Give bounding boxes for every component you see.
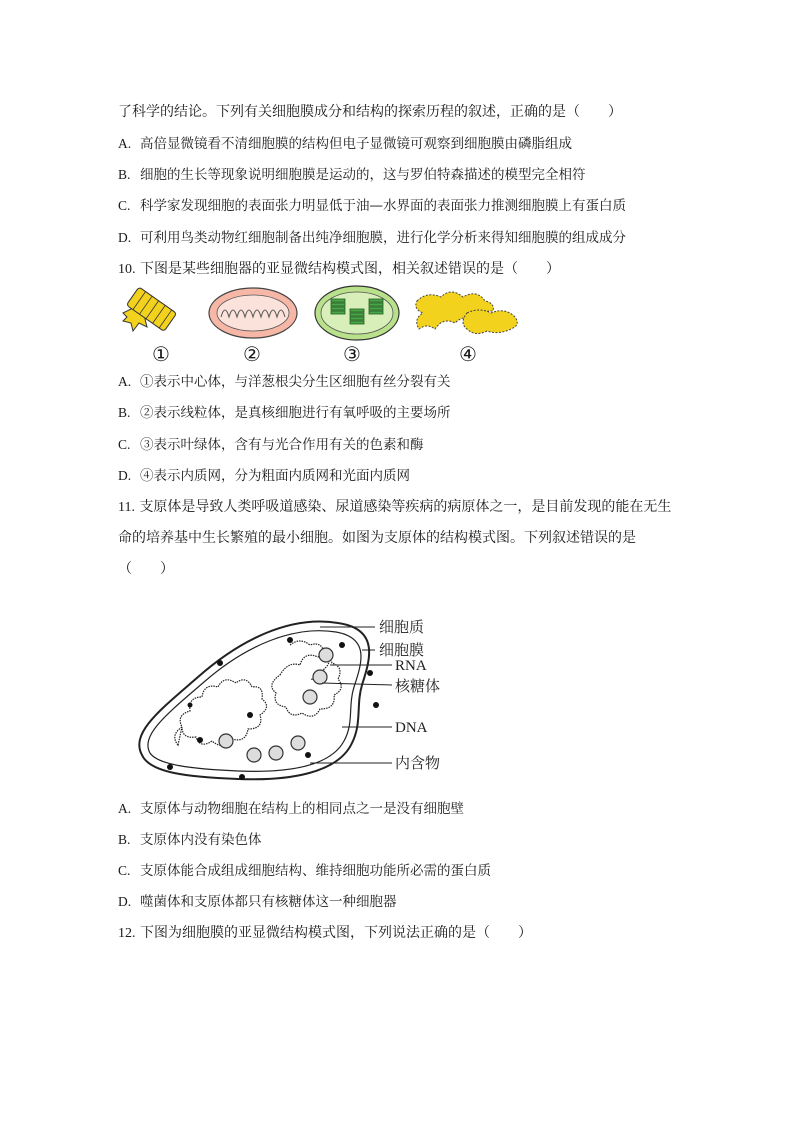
q9-option-b: B. 细胞的生长等现象说明细胞膜是运动的，这与罗伯特森描述的模型完全相符 bbox=[118, 167, 586, 183]
q11-option-a: A. 支原体与动物细胞在结构上的相同点之一是没有细胞壁 bbox=[118, 801, 464, 817]
q11-option-b: B. 支原体内没有染色体 bbox=[118, 832, 262, 848]
figure-label-1: ① bbox=[152, 342, 170, 366]
q9-option-a: A. 高倍显微镜看不清细胞膜的结构但电子显微镜可观察到细胞膜由磷脂组成 bbox=[118, 136, 572, 152]
q10-option-b: B. ②表示线粒体，是真核细胞进行有氧呼吸的主要场所 bbox=[118, 405, 451, 421]
q11-option-c: C. 支原体能合成组成细胞结构、维持细胞功能所必需的蛋白质 bbox=[118, 863, 491, 879]
q11-stem-line3: （ ） bbox=[118, 561, 174, 577]
mitochondrion-image bbox=[209, 288, 297, 338]
figure-label-4: ④ bbox=[459, 342, 477, 366]
centriole-image bbox=[123, 287, 177, 331]
figure-label-2: ② bbox=[243, 342, 261, 366]
chloroplast-image bbox=[315, 286, 399, 340]
q10-stem: 10. 下图是某些细胞器的亚显微结构模式图，相关叙述错误的是（ ） bbox=[118, 261, 560, 277]
figure-label-3: ③ bbox=[343, 342, 361, 366]
q9-option-c: C. 科学家发现细胞的表面张力明显低于油—水界面的表面张力推测细胞膜上有蛋白质 bbox=[118, 198, 626, 214]
organelle-figure bbox=[115, 283, 535, 343]
label-rna: RNA bbox=[395, 658, 427, 674]
q12-stem: 12. 下图为细胞膜的亚显微结构模式图，下列说法正确的是（ ） bbox=[118, 925, 532, 941]
label-cell-membrane: 细胞膜 bbox=[379, 641, 425, 659]
label-inclusion: 内含物 bbox=[395, 754, 441, 772]
mycoplasma-figure bbox=[130, 605, 460, 790]
q10-option-a: A. ①表示中心体，与洋葱根尖分生区细胞有丝分裂有关 bbox=[118, 374, 451, 390]
q10-option-d: D. ④表示内质网，分为粗面内质网和光面内质网 bbox=[118, 468, 410, 484]
label-dna: DNA bbox=[395, 720, 428, 736]
q11-stem-line2: 命的培养基中生长繁殖的最小细胞。如图为支原体的结构模式图。下列叙述错误的是 bbox=[118, 530, 636, 546]
q10-option-c: C. ③表示叶绿体，含有与光合作用有关的色素和酶 bbox=[118, 437, 424, 453]
q11-stem-line1: 11. 支原体是导致人类呼吸道感染、尿道感染等疾病的病原体之一，是目前发现的能在无生 bbox=[118, 499, 672, 515]
label-cytoplasm: 细胞质 bbox=[379, 618, 425, 636]
q11-option-d: D. 噬菌体和支原体都只有核糖体这一种细胞器 bbox=[118, 894, 397, 910]
q9-stem-tail: 了科学的结论。下列有关细胞膜成分和结构的探索历程的叙述，正确的是（ ） bbox=[118, 104, 622, 120]
er-image bbox=[416, 292, 517, 334]
q9-option-d: D. 可利用鸟类动物红细胞制备出纯净细胞膜，进行化学分析来得知细胞膜的组成成分 bbox=[118, 230, 626, 246]
label-ribosome: 核糖体 bbox=[395, 677, 441, 695]
